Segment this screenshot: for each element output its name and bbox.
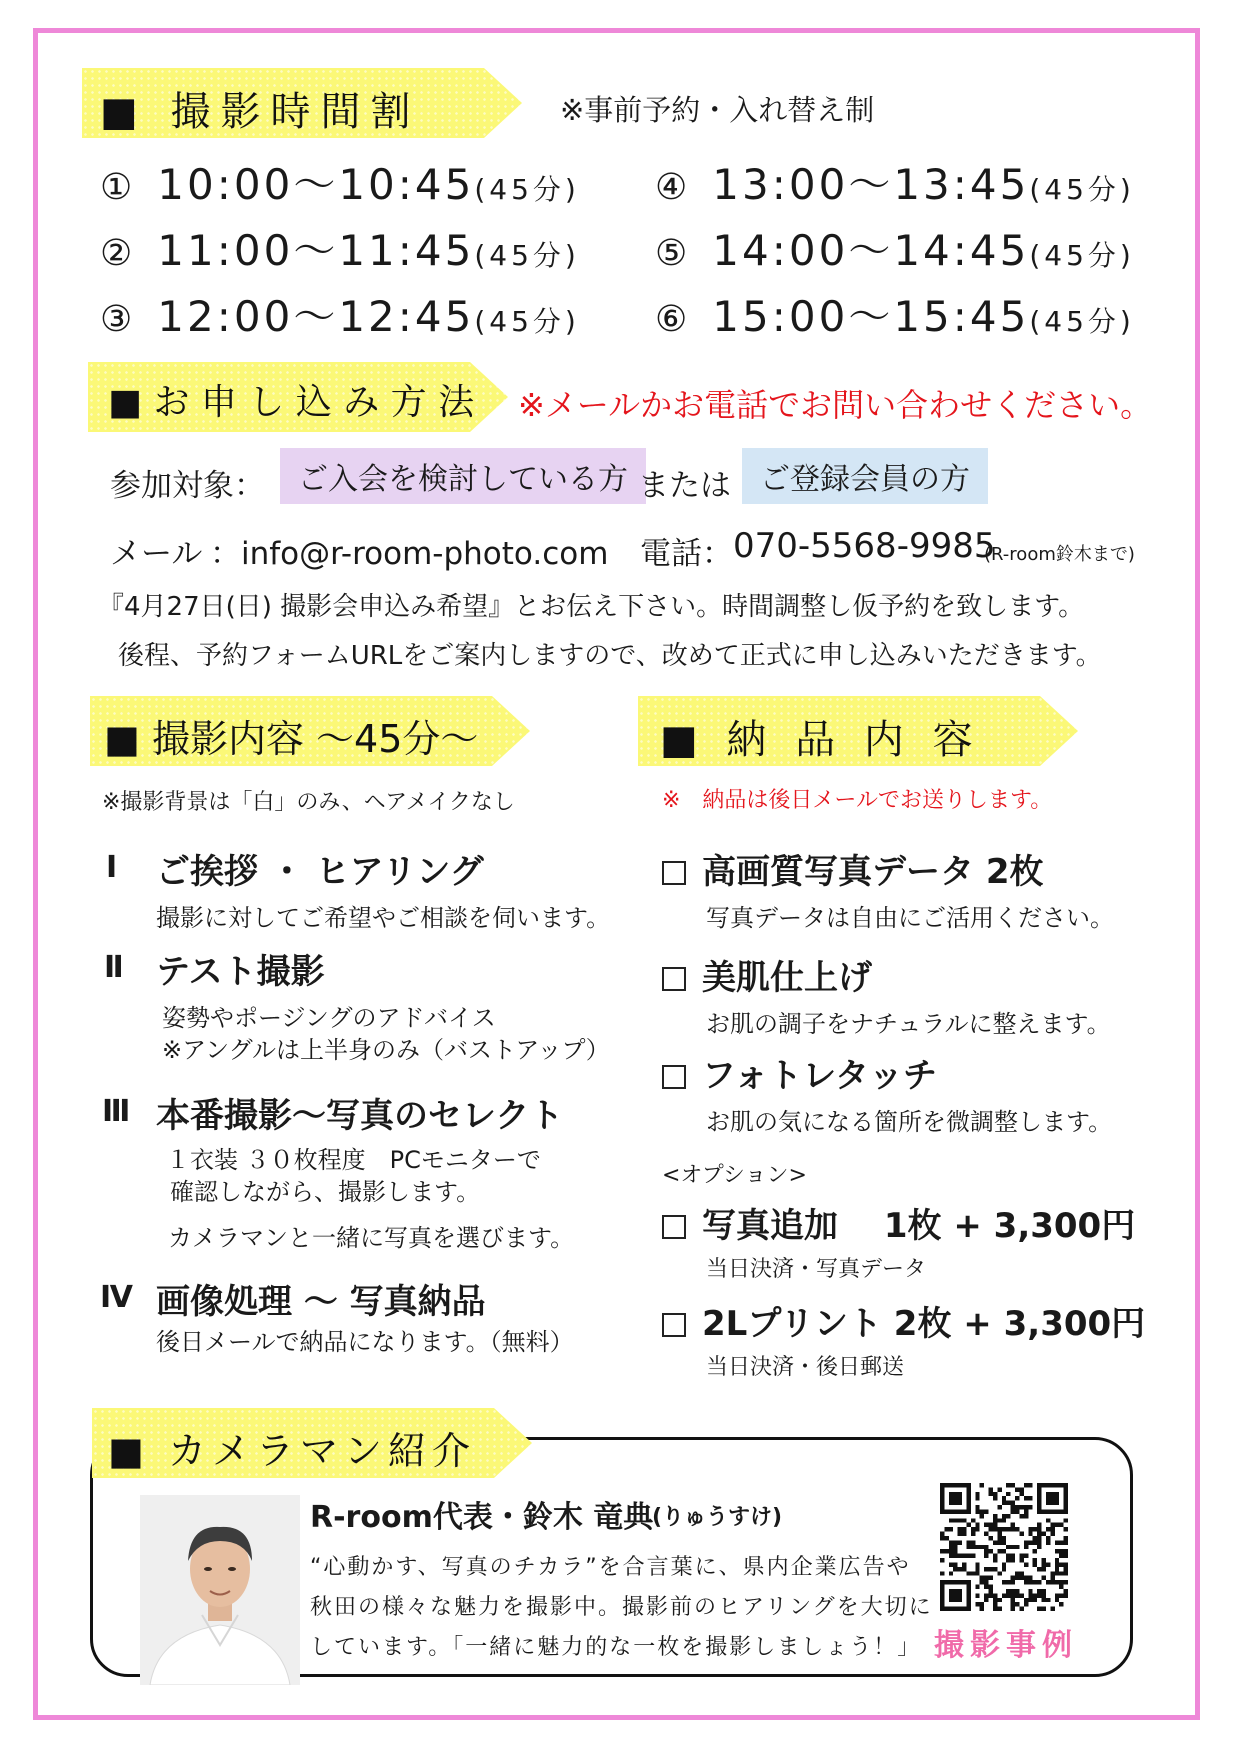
- time-slot: ⑤ 14:00〜14:45(45分): [655, 226, 1135, 275]
- option-label: <オプション>: [662, 1163, 807, 1188]
- content-title: ■ 撮影内容 〜45分〜: [104, 717, 479, 761]
- apply-title: ■ お 申 し 込 み 方 法: [108, 382, 475, 423]
- photographer-portrait: [140, 1495, 300, 1685]
- tel-label: 電話：: [640, 536, 733, 572]
- photographer-name: R-room代表・鈴木 竜典: [310, 1500, 654, 1535]
- checkbox-icon: [662, 1065, 686, 1089]
- delivery-item: 高画質写真データ 2枚: [662, 844, 1044, 893]
- photographer-reading: (りゅうすけ): [652, 1505, 783, 1530]
- time-slot: ⑥ 15:00〜15:45(45分): [655, 292, 1135, 341]
- delivery-item-desc: お肌の気になる箇所を微調整します。: [706, 1108, 1113, 1136]
- step-number: Ⅰ: [106, 850, 118, 885]
- delivery-item-desc: 写真データは自由にご活用ください。: [706, 904, 1114, 932]
- step-title: 画像処理 〜 写真納品: [156, 1282, 486, 1322]
- delivery-item: フォトレタッチ: [662, 1048, 937, 1097]
- target-or: または: [638, 468, 731, 504]
- photographer-bio: しています。「一緒に魅力的な一枚を撮影しましょう！」: [310, 1635, 922, 1660]
- step-number: Ⅱ: [104, 950, 124, 985]
- option-item: 2Lプリント 2枚 + 3,300円: [662, 1296, 1145, 1345]
- photographer-title: ■ カメラマン紹介: [108, 1429, 476, 1473]
- step-number: Ⅳ: [100, 1280, 133, 1315]
- delivery-item-desc: お肌の調子をナチュラルに整えます。: [706, 1010, 1111, 1038]
- delivery-note: ※ 納品は後日メールでお送りします。: [662, 788, 1053, 813]
- mail-label: メール: [110, 536, 203, 572]
- qr-caption[interactable]: 撮影事例: [934, 1628, 1078, 1663]
- time-slot: ④ 13:00〜13:45(45分): [655, 160, 1135, 209]
- target-tag-prospective: ご入会を検討している方: [280, 448, 646, 504]
- schedule-note: ※事前予約・入れ替え制: [560, 93, 875, 127]
- schedule-title: ■ 撮影時間割: [100, 89, 421, 135]
- tel-note: (R-room鈴木まで): [984, 544, 1135, 565]
- step-desc: 撮影に対してご希望やご相談を伺います。: [156, 904, 611, 932]
- apply-instruction-2: 後程、予約フォームURLをご案内しますので、改めて正式に申し込みいただきます。: [118, 641, 1102, 671]
- checkbox-icon: [662, 967, 686, 991]
- step-desc: 姿勢やポージングのアドバイス: [162, 1004, 496, 1032]
- target-label: 参加対象：: [110, 468, 265, 504]
- photographer-bio: “心動かす、写真のチカラ”を合言葉に、県内企業広告や: [310, 1555, 911, 1580]
- checkbox-icon: [662, 1215, 686, 1239]
- step-number: Ⅲ: [102, 1094, 131, 1129]
- content-note: ※撮影背景は「白」のみ、ヘアメイクなし: [102, 790, 515, 815]
- option-item-desc: 当日決済・写真データ: [706, 1257, 927, 1282]
- delivery-title: ■ 納 品 内 容: [660, 717, 981, 763]
- option-item-desc: 当日決済・後日郵送: [706, 1355, 905, 1380]
- mail-address[interactable]: ：info@r-room-photo.com: [210, 536, 609, 572]
- step-title: 本番撮影〜写真のセレクト: [156, 1096, 564, 1136]
- step-desc: 確認しながら、撮影します。: [170, 1178, 481, 1206]
- step-desc: ※アングルは上半身のみ（バストアップ）: [162, 1036, 610, 1064]
- apply-note: ※メールかお電話でお問い合わせください。: [518, 386, 1153, 424]
- photographer-bio: 秋田の様々な魅力を撮影中。撮影前のヒアリングを大切に: [310, 1595, 933, 1620]
- step-desc: １衣装 ３０枚程度 PCモニターで: [166, 1146, 541, 1174]
- tel-number[interactable]: 070-5568-9985: [733, 526, 996, 566]
- step-desc: カメラマンと一緒に写真を選びます。: [168, 1224, 575, 1252]
- step-title: テスト撮影: [156, 952, 325, 992]
- target-tag-member: ご登録会員の方: [742, 448, 988, 504]
- time-slot: ② 11:00〜11:45(45分): [100, 226, 580, 275]
- option-item: 写真追加 1枚 + 3,300円: [662, 1198, 1135, 1247]
- apply-instruction-1: 『4月27日(日) 撮影会申込み希望』とお伝え下さい。時間調整し仮予約を致します。: [98, 592, 1085, 622]
- step-desc: 後日メールで納品になります。（無料）: [156, 1328, 574, 1356]
- time-slot: ① 10:00〜10:45(45分): [100, 160, 580, 209]
- checkbox-icon: [662, 1313, 686, 1337]
- delivery-item: 美肌仕上げ: [662, 950, 872, 999]
- time-slot: ③ 12:00〜12:45(45分): [100, 292, 580, 341]
- checkbox-icon: [662, 861, 686, 885]
- qr-code-icon[interactable]: [940, 1483, 1068, 1611]
- step-title: ご挨拶 ・ ヒアリング: [156, 852, 484, 892]
